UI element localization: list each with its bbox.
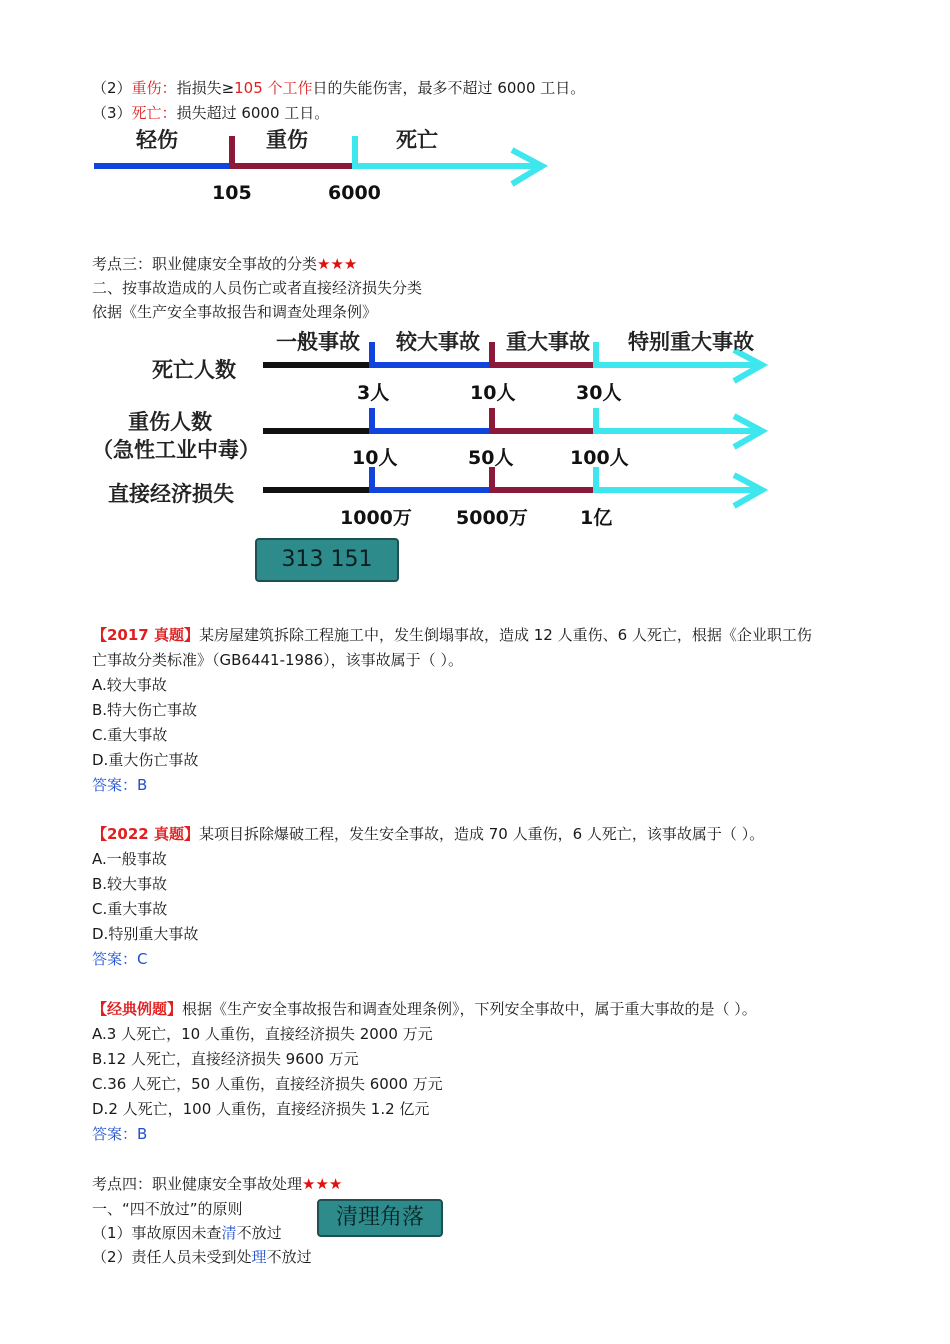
section4-line1: 一、“四不放过”的原则 [92, 1200, 243, 1218]
row-label-poisoning: （急性工业中毒） [92, 438, 260, 462]
section4-item2: （2）责任人员未受到处理不放过 [92, 1248, 312, 1266]
threshold-6000: 6000 [328, 182, 381, 204]
q3-option-b: B.12 人死亡，直接经济损失 9600 万元 [92, 1050, 359, 1068]
number-badge: 313 151 [255, 538, 399, 582]
q2-answer: 答案：C [92, 950, 148, 968]
threshold: 10人 [470, 382, 516, 404]
q3-option-d: D.2 人死亡，100 人重伤，直接经济损失 1.2 亿元 [92, 1100, 430, 1118]
section4-title: 考点四：职业健康安全事故处理★★★ [92, 1175, 343, 1193]
serious-injury-count-scale [263, 408, 762, 447]
threshold: 50人 [468, 447, 514, 469]
q1-stem-line2: 亡事故分类标准》（GB6441-1986），该事故属于（ ）。 [92, 651, 463, 669]
section3-line2: 依据《生产安全事故报告和调查处理条例》 [92, 303, 378, 321]
section3-title: 考点三：职业健康安全事故的分类★★★ [92, 255, 358, 273]
threshold: 30人 [576, 382, 622, 404]
q1-stem-line1: 【2017 真题】某房屋建筑拆除工程施工中，发生倒塌事故，造成 12 人重伤、6 人死亡，根据《企业职工伤 [92, 626, 812, 644]
threshold: 10人 [352, 447, 398, 469]
q2-option-b: B.较大事故 [92, 875, 168, 893]
death-label: 死亡 [396, 128, 438, 152]
q3-answer: 答案：B [92, 1125, 148, 1143]
economic-loss-scale [263, 467, 762, 506]
q2-option-c: C.重大事故 [92, 900, 168, 918]
clean-corner-badge: 清理角落 [317, 1199, 443, 1237]
q3-option-c: C.36 人死亡，50 人重伤，直接经济损失 6000 万元 [92, 1075, 443, 1093]
section4-item1: （1）事故原因未查清不放过 [92, 1224, 282, 1242]
q2-option-a: A.一般事故 [92, 850, 167, 868]
row-label-serious-injuries: 重伤人数 [128, 410, 212, 434]
q2-option-d: D.特别重大事故 [92, 925, 199, 943]
level-major: 重大事故 [506, 330, 590, 354]
row-label-deaths: 死亡人数 [152, 358, 236, 382]
q1-option-a: A.较大事故 [92, 676, 167, 694]
serious-injury-label: 重伤 [266, 128, 308, 152]
row-label-economic-loss: 直接经济损失 [108, 482, 234, 506]
threshold: 1亿 [580, 507, 613, 529]
q1-answer: 答案：B [92, 776, 148, 794]
q3-option-a: A.3 人死亡，10 人重伤，直接经济损失 2000 万元 [92, 1025, 433, 1043]
q1-option-c: C.重大事故 [92, 726, 168, 744]
threshold: 100人 [570, 447, 629, 469]
threshold: 3人 [357, 382, 390, 404]
serious-injury-line: （2）重伤：指损失≥105 个工作日的失能伤害，最多不超过 6000 工日。 [92, 79, 586, 97]
section3-line1: 二、按事故造成的人员伤亡或者直接经济损失分类 [92, 279, 423, 297]
q3-stem: 【经典例题】根据《生产安全事故报告和调查处理条例》，下列安全事故中，属于重大事故的是（ ）。 [92, 1000, 757, 1018]
minor-injury-label: 轻伤 [136, 128, 178, 152]
level-general: 一般事故 [276, 330, 360, 354]
level-larger: 较大事故 [396, 330, 480, 354]
threshold: 5000万 [456, 507, 528, 529]
q1-option-d: D.重大伤亡事故 [92, 751, 199, 769]
q2-stem: 【2022 真题】某项目拆除爆破工程，发生安全事故，造成 70 人重伤，6 人死亡，该事故属于（ ）。 [92, 825, 765, 843]
level-especially-major: 特别重大事故 [628, 330, 754, 354]
death-line: （3）死亡：损失超过 6000 工日。 [92, 104, 330, 122]
threshold-105: 105 [212, 182, 252, 204]
q1-option-b: B.特大伤亡事故 [92, 701, 198, 719]
threshold: 1000万 [340, 507, 412, 529]
